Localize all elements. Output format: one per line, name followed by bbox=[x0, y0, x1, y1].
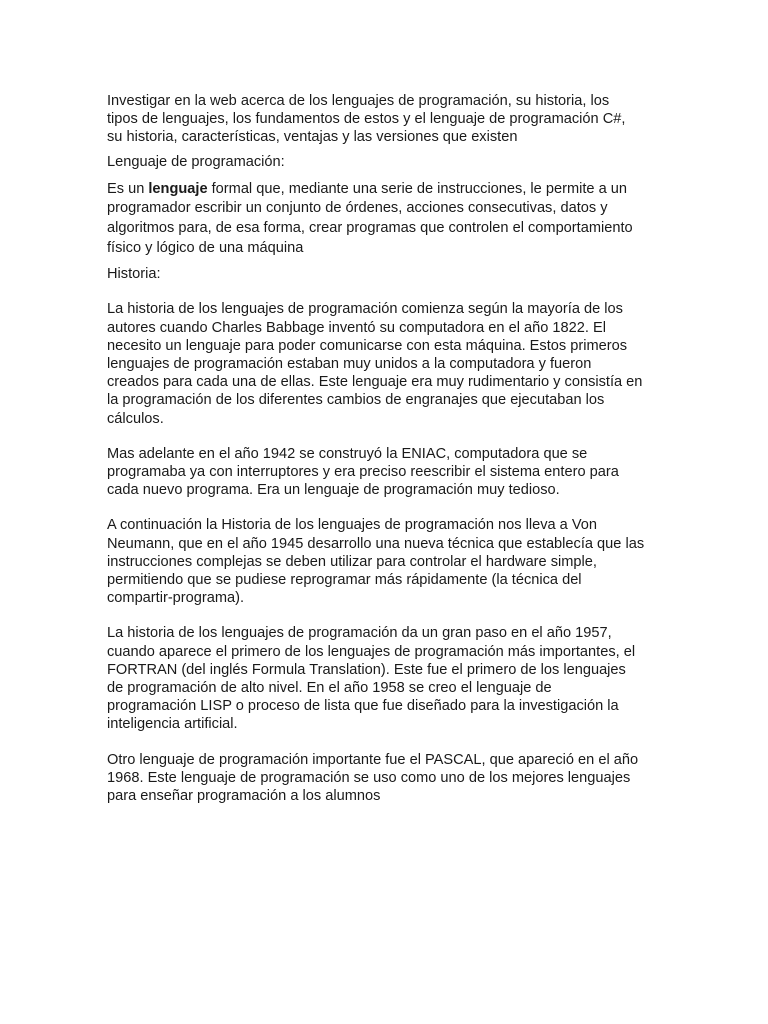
document-page bbox=[107, 92, 667, 805]
paragraph-line: La historia de los lenguajes de programación comienza según la mayoría de los bbox=[107, 301, 623, 318]
paragraph-line: Mas adelante en el año 1942 se construyó la ENIAC, computadora que se bbox=[107, 445, 588, 462]
paragraph-line: lenguajes de programación estaban muy unidos a la computadora y fueron bbox=[107, 356, 592, 372]
paragraph-line: FORTRAN (del inglés Formula Translation). Este fue el primero de los lenguajes bbox=[107, 661, 626, 678]
history-paragraph-5 bbox=[107, 751, 667, 806]
heading-lenguaje bbox=[107, 153, 667, 171]
paragraph-line: 1968. Este lenguaje de programación se uso como uno de los mejores lenguajes bbox=[107, 769, 631, 786]
paragraph-line: necesito un lenguaje para poder comunicarse con esta máquina. Estos primeros bbox=[107, 337, 627, 354]
definition-line: físico y lógico de una máquina bbox=[107, 239, 304, 256]
paragraph-line: cálculos. bbox=[107, 410, 164, 427]
paragraph-line: programación LISP o proceso de lista que fue diseñado para la investigación la bbox=[107, 698, 619, 715]
paragraph-line: Otro lenguaje de programación importante fue el PASCAL, que apareció en el año bbox=[107, 751, 639, 768]
paragraph-line: cuando aparece el primero de los lenguajes de programación más importantes, el bbox=[107, 643, 636, 660]
history-paragraph-2 bbox=[107, 445, 667, 500]
intro-line: tipos de lenguajes, los fundamentos de estos y el lenguaje de programación C#, bbox=[107, 111, 626, 128]
paragraph-line: para enseñar programación a los alumnos bbox=[107, 788, 381, 805]
paragraph-line: instrucciones complejas se deben utilizar para controlar el hardware simple, bbox=[107, 553, 597, 570]
definition-line: programador escribir un conjunto de órdenes, acciones consecutivas, datos y bbox=[107, 200, 608, 217]
paragraph-line: cada nuevo programa. Era un lenguaje de programación muy tedioso. bbox=[107, 482, 560, 499]
definition-line: algoritmos para, de esa forma, crear programas que controlen el comportamiento bbox=[107, 220, 633, 236]
definition-keyword: lenguaje bbox=[148, 180, 208, 197]
paragraph-line: creados para cada una de ellas. Este lenguaje era muy rudimentario y consistía en bbox=[107, 374, 643, 391]
paragraph-line: la programación de los diferentes cambios de engranajes que ejecutaban los bbox=[107, 392, 605, 409]
paragraph-line: A continuación la Historia de los lenguajes de programación nos lleva a Von bbox=[107, 517, 598, 534]
intro-paragraph bbox=[107, 92, 667, 147]
definition-prefix: Es un bbox=[107, 180, 149, 197]
paragraph-line: compartir-programa). bbox=[107, 590, 245, 607]
definition-line bbox=[107, 180, 667, 200]
paragraph-line: programaba ya con interruptores y era preciso reescribir el sistema entero para bbox=[107, 464, 619, 481]
intro-line: su historia, características, ventajas y las versiones que existen bbox=[107, 129, 518, 146]
paragraph-line: de programación de alto nivel. En el año 1958 se creo el lenguaje de bbox=[107, 680, 552, 697]
definition-paragraph bbox=[107, 180, 667, 258]
history-paragraph-4 bbox=[107, 624, 667, 733]
history-paragraph-1 bbox=[107, 300, 667, 427]
heading-text: Lenguaje de programación: bbox=[107, 153, 285, 170]
paragraph-line: inteligencia artificial. bbox=[107, 716, 238, 733]
paragraph-line: La historia de los lenguajes de programación da un gran paso en el año 1957, bbox=[107, 625, 612, 642]
paragraph-line: Neumann, que en el año 1945 desarrollo una nueva técnica que establecía que las bbox=[107, 535, 645, 552]
paragraph-line: permitiendo que se pudiese reprogramar más rápidamente (la técnica del bbox=[107, 572, 582, 589]
heading-text: Historia: bbox=[107, 266, 161, 283]
paragraph-line: autores cuando Charles Babbage inventó su computadora en el año 1822. El bbox=[107, 319, 606, 336]
history-paragraph-3 bbox=[107, 516, 667, 607]
definition-line1-rest: formal que, mediante una serie de instrucciones, le permite a un bbox=[207, 180, 627, 197]
heading-historia bbox=[107, 265, 667, 283]
intro-line: Investigar en la web acerca de los lenguajes de programación, su historia, los bbox=[107, 93, 610, 109]
